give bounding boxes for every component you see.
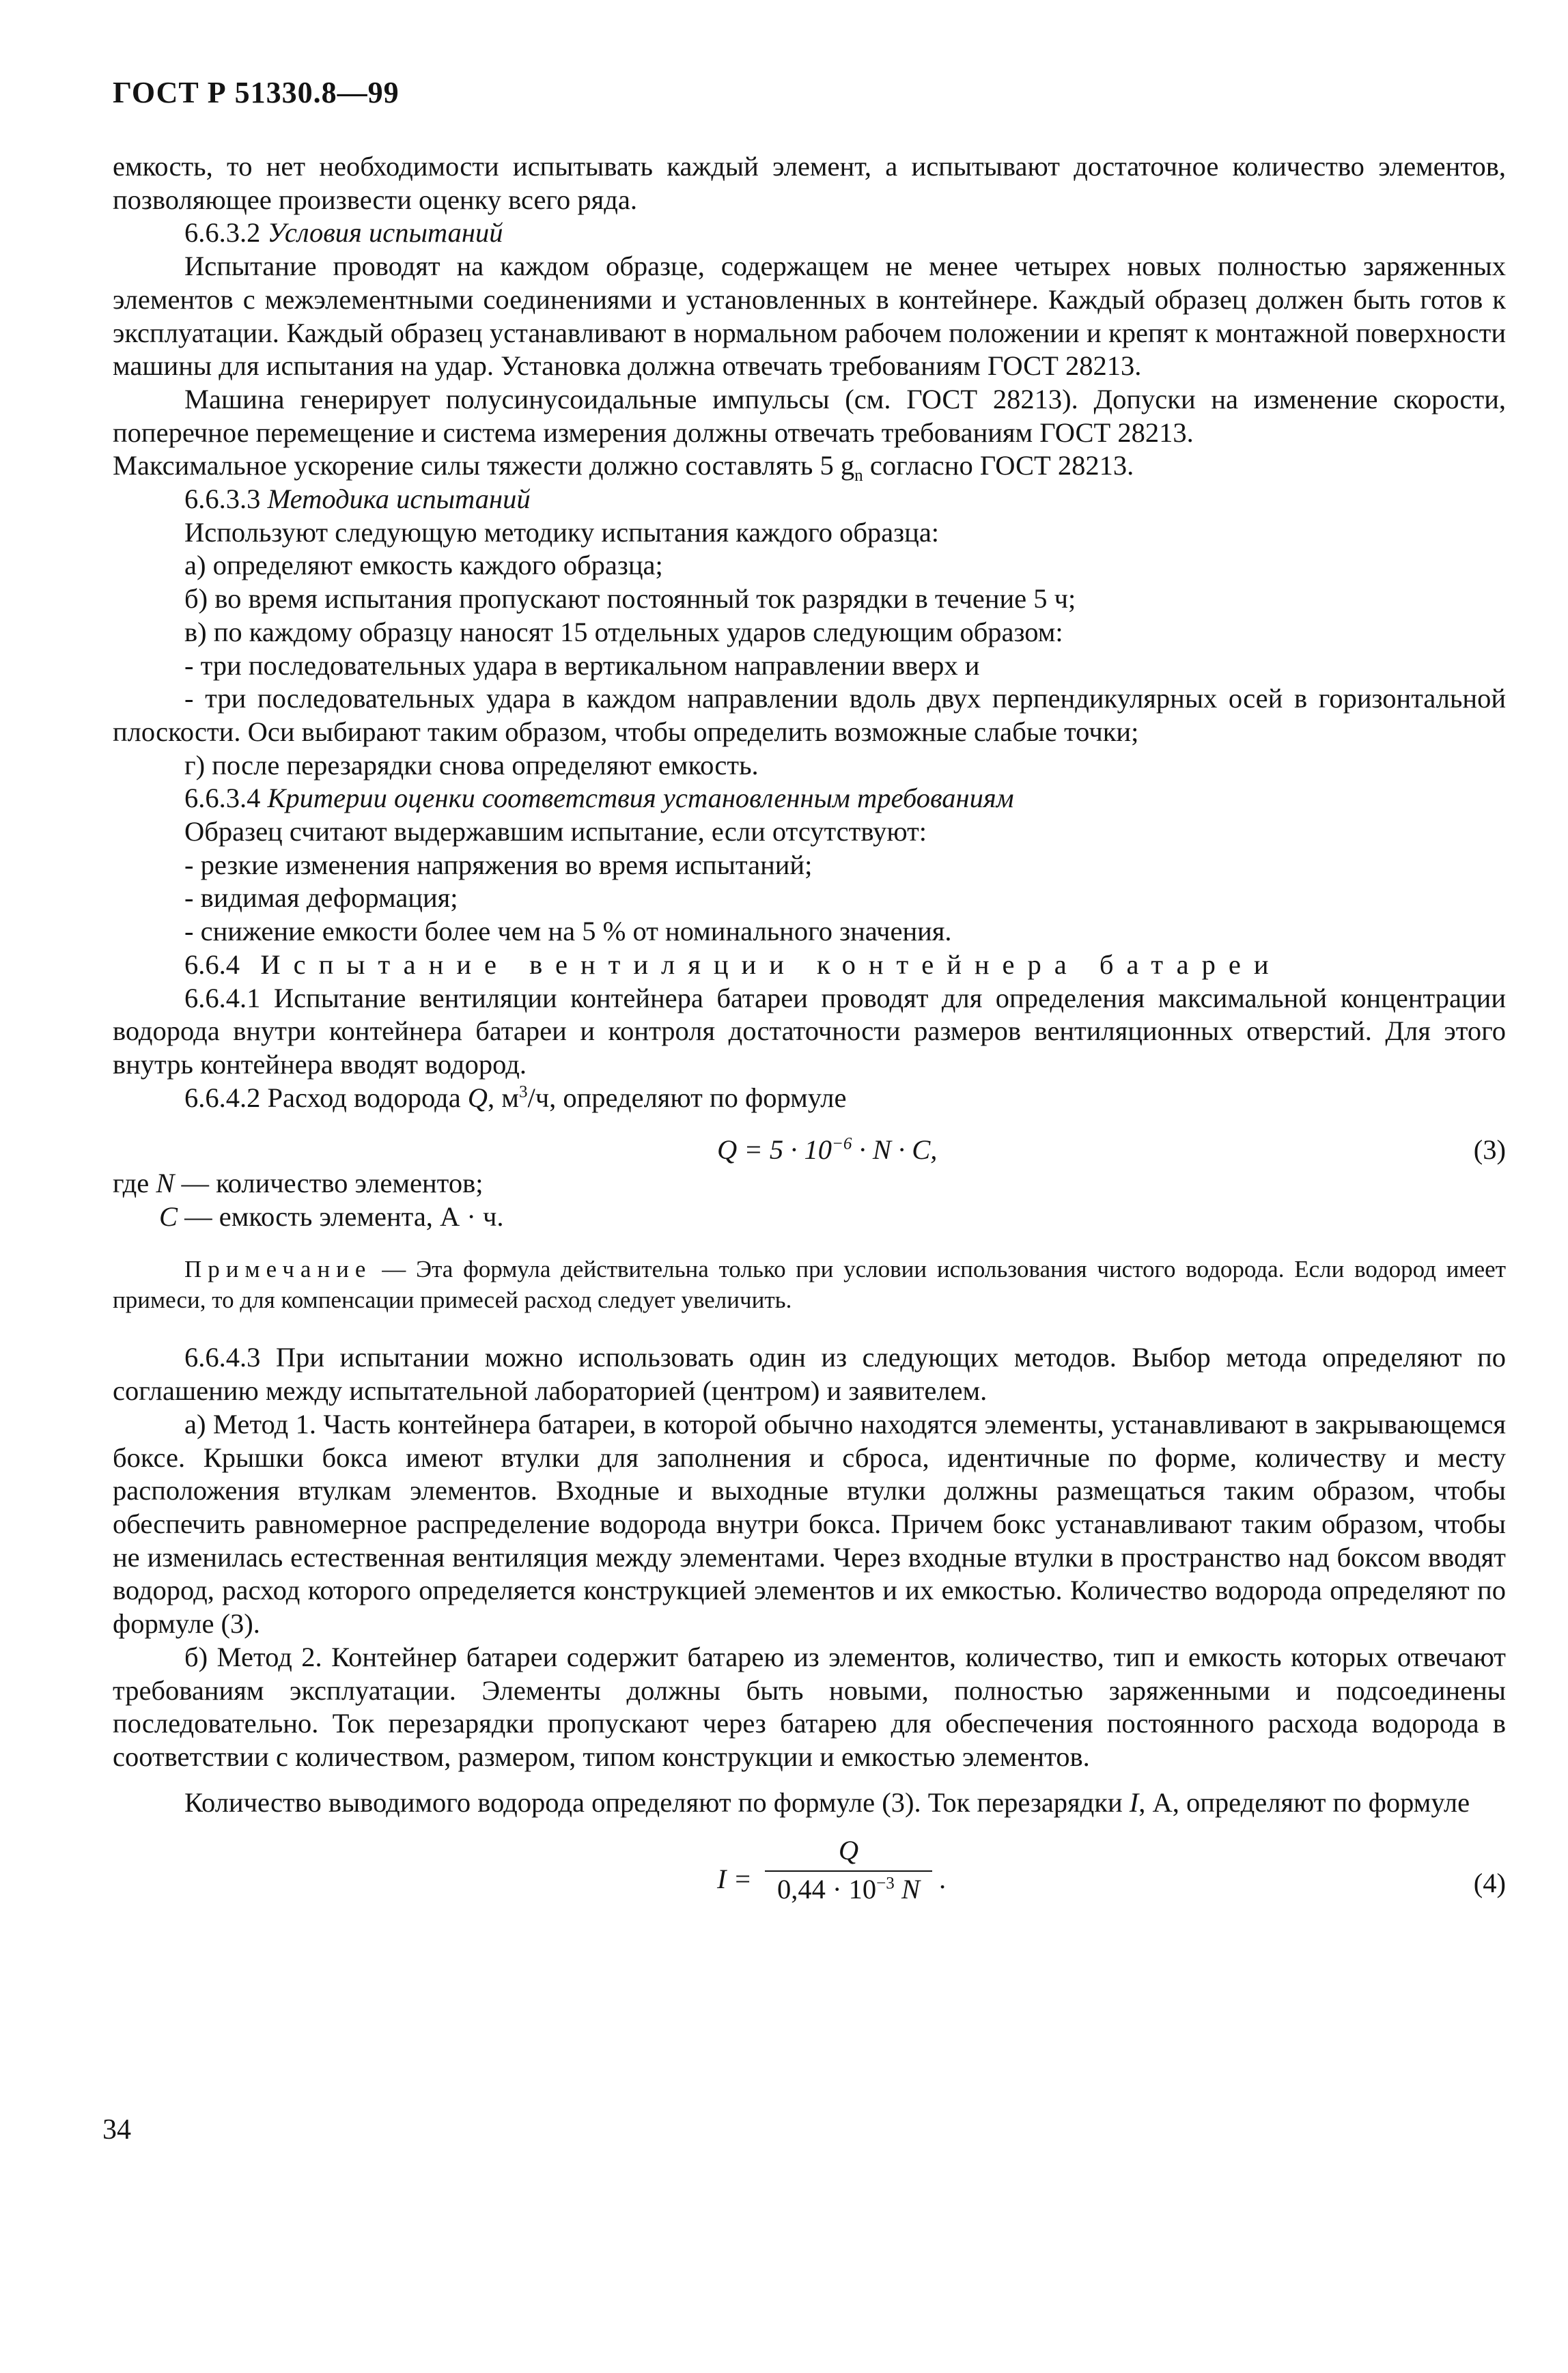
formula-3 [113, 1134, 1506, 1167]
paragraph: Используют следующую методику испытания каждого образца: [184, 516, 940, 548]
formula-period: . [939, 1864, 947, 1895]
note [113, 1254, 1506, 1315]
variable: C [159, 1200, 178, 1232]
variable: I [1129, 1786, 1139, 1818]
section-title: Условия испытаний [267, 217, 503, 249]
list-item: - снижение емкости более чем на 5 % от номинального значения. [184, 916, 952, 947]
text-run: — емкость элемента, А · ч. [178, 1200, 504, 1232]
fraction [765, 1834, 932, 1906]
list-item: в) по каждому образцу наносят 15 отдельных ударов следующим образом: [184, 616, 1063, 647]
superscript: −3 [876, 1874, 895, 1893]
section-number: 6.6.3.4 [184, 783, 261, 814]
paragraph: Образец считают выдержавшим испытание, если отсутствуют: [184, 816, 927, 847]
section-title: Критерии оценки соответствия установленным требованиям [267, 783, 1014, 814]
paragraph: б) Метод 2. Контейнер батареи содержит батарею из элементов, количество, тип и емкость которых отвечают требованиям эксплуатации. Элементы должны быть новыми, полностью заряженными и подсоединены последовательно. Ток перезарядки пропускают через батарею для обеспечения постоянного расхода водорода в соответствии с количеством, размером, типом конструкции и емкостью элементов. [113, 1641, 1506, 1772]
text-run: согласно ГОСТ 28213. [863, 450, 1134, 481]
text-run: Q = 5 · 10 [717, 1134, 832, 1166]
section-title: Методика испытаний [267, 483, 531, 515]
section-number: 6.6.4 [184, 949, 240, 980]
formula-lhs: I = [717, 1864, 752, 1895]
list-item: - три последовательных удара в каждом направлении вдоль двух перпендикулярных осей в горизонтальной плоскости. Оси выбирают таким образом, чтобы определить возможные слабые точки; [113, 683, 1506, 747]
text-run: · N · C, [852, 1134, 938, 1166]
note-text: — Эта формула действительна только при условии использования чистого водорода. Если водород имеет примеси, то для компенсации примесей расход следует увеличить. [113, 1256, 1506, 1314]
superscript: −6 [831, 1134, 852, 1153]
paragraph: Испытание проводят на каждом образце, содержащем не менее четырех новых полностью заряженных элементов с межэлементными соединениями и установленных в контейнере. Каждый образец должен быть готов к эксплуатации. Каждый образец устанавливают в нормальном рабочем положении и крепят к монтажной поверхности машины для испытания на удар. Установка должна отвечать требованиям ГОСТ 28213. [113, 251, 1506, 382]
text-run: /ч, определяют по формуле [527, 1082, 847, 1113]
standard-header: ГОСТ Р 51330.8—99 [113, 76, 400, 109]
formula-number: (4) [1473, 1868, 1506, 1899]
paragraph: Машина генерирует полусинусоидальные импульсы (см. ГОСТ 28213). Допуски на изменение скорости, поперечное перемещение и система измерения должны отвечать требованиям ГОСТ 28213. [113, 383, 1506, 448]
paragraph [113, 1082, 1506, 1115]
paragraph: 6.6.4.3 При испытании можно использовать один из следующих методов. Выбор метода определяют по соглашению между испытательной лабораторией (центром) и заявителем. [113, 1342, 1506, 1407]
list-item: - три последовательных удара в вертикальном направлении вверх и [184, 649, 980, 681]
document-body [113, 150, 1506, 1923]
text-run: где [113, 1168, 156, 1199]
fraction-denominator [765, 1872, 932, 1907]
where-clause [113, 1200, 1506, 1234]
formula-expression [717, 1134, 937, 1167]
superscript: 3 [518, 1082, 528, 1101]
paragraph: емкость, то нет необходимости испытывать каждый элемент, а испытывают достаточное количество элементов, позволяющее произвести оценку всего ряда. [113, 151, 1506, 215]
section-number: 6.6.3.3 [184, 483, 261, 515]
text-run: 6.6.4.2 Расход водорода [184, 1082, 468, 1113]
paragraph [113, 1786, 1506, 1820]
section-title: Испытание вентиляции контейнера батареи [260, 949, 1282, 980]
text-run: — количество элементов; [174, 1168, 484, 1199]
page-number: 34 [102, 2114, 131, 2146]
variable: N [156, 1168, 175, 1199]
list-item: а) определяют емкость каждого образца; [184, 550, 663, 581]
section-heading-6-6-3-4 [113, 782, 1506, 815]
text-run: Количество выводимого водорода определяют по формуле (3). Ток перезарядки [184, 1786, 1130, 1818]
section-heading-6-6-3-3 [113, 483, 1506, 516]
list-item: б) во время испытания пропускают постоянный ток разрядки в течение 5 ч; [184, 583, 1076, 615]
formula-4 [113, 1834, 1506, 1923]
fraction-numerator: Q [765, 1834, 932, 1872]
note-label: Примечание [184, 1256, 372, 1283]
paragraph: 6.6.4.1 Испытание вентиляции контейнера батареи проводят для определения максимальной концентрации водорода внутри контейнера батареи и контроля достаточности размеров вентиляционных отверстий. Для этого внутрь контейнера вводят водород. [113, 982, 1506, 1080]
text-run: , А, определяют по формуле [1138, 1786, 1470, 1818]
text-run: Максимальное ускорение силы тяжести должно составлять 5 g [113, 450, 855, 481]
section-heading-6-6-3-2 [113, 216, 1506, 250]
section-heading-6-6-4 [113, 949, 1506, 982]
list-item: - резкие изменения напряжения во время испытаний; [184, 849, 813, 880]
section-number: 6.6.3.2 [184, 217, 261, 249]
paragraph: а) Метод 1. Часть контейнера батареи, в которой обычно находятся элементы, устанавливают в закрывающемся боксе. Крышки бокса имеют втулки для заполнения и сброса, идентичные по форме, количеству и месту расположения втулкам элементов. Входные и выходные втулки должны размещаться таким образом, чтобы обеспечить равномерное распределение водорода внутри бокса. Причем бокс устанавливают таким образом, чтобы не изменилась естественная вентиляция между элементами. Через входные втулки в пространство над боксом вводят водород, расход которого определяется конструкцией элементов и их емкостью. Количество водорода определяют по формуле (3). [113, 1408, 1506, 1640]
list-item: г) после перезарядки снова определяют емкость. [184, 749, 759, 781]
text-run: , м [488, 1082, 519, 1113]
where-clause [113, 1167, 1506, 1200]
variable: N [894, 1874, 920, 1905]
formula-number: (3) [1473, 1134, 1506, 1166]
variable: Q [467, 1082, 488, 1113]
text-run: 0,44 · 10 [777, 1874, 877, 1905]
list-item: - видимая деформация; [184, 882, 458, 914]
subscript: n [854, 466, 863, 486]
paragraph [113, 449, 1506, 486]
